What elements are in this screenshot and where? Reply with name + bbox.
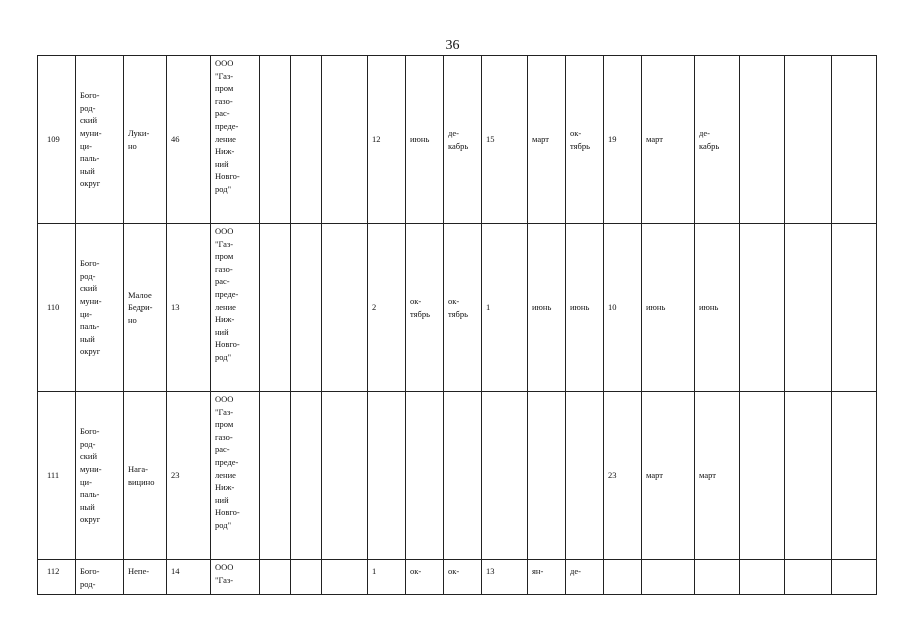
organization-cell: ООО "Газ- пром газо- рас- преде- ление Ниж- ний Новго- род"	[211, 56, 260, 224]
locality-cell: Непе-	[124, 560, 167, 595]
group3-end-month-cell: де- кабрь	[695, 56, 740, 224]
organization-cell: ООО "Газ- пром газо- рас- преде- ление Ниж- ний Новго- род"	[211, 392, 260, 560]
locality-cell: Нага- вицино	[124, 392, 167, 560]
group2-start-month-cell: июнь	[528, 224, 566, 392]
group2-end-month-cell	[566, 392, 604, 560]
group1-end-month-cell: ок- тябрь	[444, 224, 482, 392]
count-cell: 14	[167, 560, 211, 595]
group2-start-month-cell	[528, 392, 566, 560]
page-number: 36	[445, 38, 460, 53]
group1-end-month-cell	[444, 392, 482, 560]
group2-count-cell: 13	[482, 560, 528, 595]
empty-cell	[260, 56, 291, 224]
empty-cell	[740, 560, 785, 595]
group3-start-month-cell: март	[642, 56, 695, 224]
group3-end-month-cell: март	[695, 392, 740, 560]
empty-cell	[291, 392, 322, 560]
group3-count-cell: 19	[604, 56, 642, 224]
group1-count-cell	[368, 392, 406, 560]
organization-cell: ООО "Газ- пром газо- рас- преде- ление Ниж- ний Новго- род"	[211, 224, 260, 392]
group2-count-cell	[482, 392, 528, 560]
locality-cell: Луки- но	[124, 56, 167, 224]
empty-cell	[322, 56, 368, 224]
group3-start-month-cell: март	[642, 392, 695, 560]
group2-start-month-cell: ян-	[528, 560, 566, 595]
empty-cell	[832, 56, 877, 224]
empty-cell	[322, 560, 368, 595]
district-cell: Бого- род-	[76, 560, 124, 595]
empty-cell	[322, 224, 368, 392]
group2-count-cell: 1	[482, 224, 528, 392]
row-number-cell: 111	[38, 392, 76, 560]
empty-cell	[832, 392, 877, 560]
empty-cell	[322, 392, 368, 560]
district-cell: Бого- род- ский муни- ци- паль- ный округ	[76, 224, 124, 392]
group1-start-month-cell: ок- тябрь	[406, 224, 444, 392]
empty-cell	[260, 392, 291, 560]
empty-cell	[260, 224, 291, 392]
empty-cell	[785, 560, 832, 595]
empty-cell	[740, 56, 785, 224]
group3-count-cell: 23	[604, 392, 642, 560]
empty-cell	[291, 560, 322, 595]
group1-count-cell: 2	[368, 224, 406, 392]
group3-count-cell	[604, 560, 642, 595]
group2-end-month-cell: де-	[566, 560, 604, 595]
empty-cell	[785, 392, 832, 560]
table-row	[38, 392, 877, 560]
district-cell: Бого- род- ский муни- ци- паль- ный округ	[76, 56, 124, 224]
group1-count-cell: 12	[368, 56, 406, 224]
group2-end-month-cell: ок- тябрь	[566, 56, 604, 224]
row-number-cell: 110	[38, 224, 76, 392]
table-row	[38, 560, 877, 595]
group1-start-month-cell: ок-	[406, 560, 444, 595]
group3-count-cell: 10	[604, 224, 642, 392]
row-number-cell: 112	[38, 560, 76, 595]
group3-start-month-cell	[642, 560, 695, 595]
count-cell: 13	[167, 224, 211, 392]
empty-cell	[260, 560, 291, 595]
group1-count-cell: 1	[368, 560, 406, 595]
group1-start-month-cell: июнь	[406, 56, 444, 224]
empty-cell	[291, 56, 322, 224]
empty-cell	[832, 560, 877, 595]
empty-cell	[832, 224, 877, 392]
empty-cell	[785, 56, 832, 224]
group2-count-cell: 15	[482, 56, 528, 224]
table-row	[38, 224, 877, 392]
row-number-cell: 109	[38, 56, 76, 224]
table-row	[38, 56, 877, 224]
group3-end-month-cell	[695, 560, 740, 595]
count-cell: 46	[167, 56, 211, 224]
locality-cell: Малое Бедри- но	[124, 224, 167, 392]
empty-cell	[740, 224, 785, 392]
group1-start-month-cell	[406, 392, 444, 560]
empty-cell	[291, 224, 322, 392]
group3-start-month-cell: июнь	[642, 224, 695, 392]
organization-cell: ООО "Газ-	[211, 560, 260, 595]
count-cell: 23	[167, 392, 211, 560]
schedule-table	[37, 55, 877, 595]
table-body	[38, 56, 877, 595]
group2-start-month-cell: март	[528, 56, 566, 224]
empty-cell	[740, 392, 785, 560]
group2-end-month-cell: июнь	[566, 224, 604, 392]
group1-end-month-cell: ок-	[444, 560, 482, 595]
group3-end-month-cell: июнь	[695, 224, 740, 392]
group1-end-month-cell: де- кабрь	[444, 56, 482, 224]
district-cell: Бого- род- ский муни- ци- паль- ный округ	[76, 392, 124, 560]
empty-cell	[785, 224, 832, 392]
